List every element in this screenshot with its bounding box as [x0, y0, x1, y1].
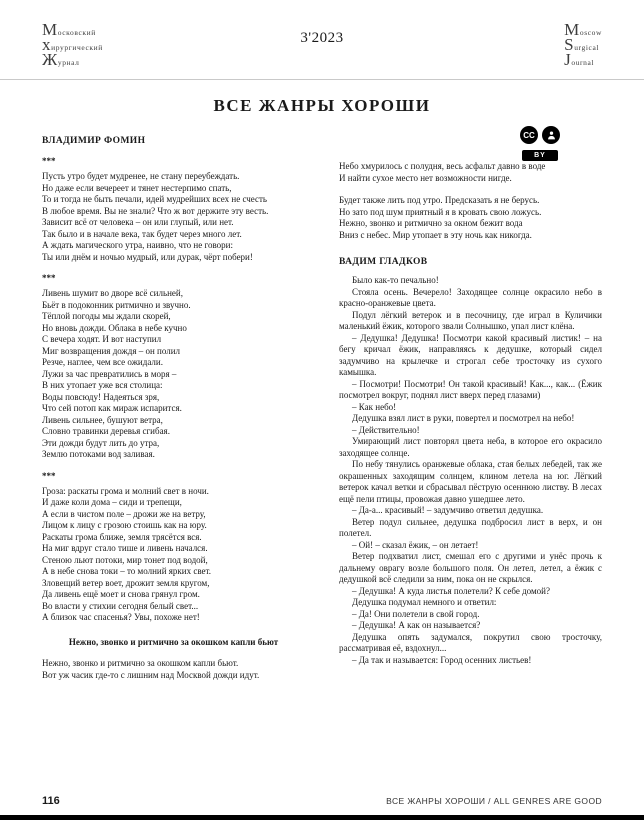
- poem-line: Резче, наглее, чем все ожидали.: [42, 357, 163, 367]
- story-paragraph: Ветер подул сильнее, дедушка подбросил лист в верх, и он полетел.: [339, 516, 602, 538]
- poem-line: Во власти у стихии сегодня белый свет...: [42, 600, 199, 611]
- logo-line-journal: Journal: [564, 50, 595, 69]
- poem-line: Но даже если вечереет и тянет нестерпимо спать,: [42, 182, 232, 193]
- story-paragraph: Подул лёгкий ветерок и в песочницу, где играл в Куличики маленький ёжик, которого звали Солнышко, упал лист клёна.: [339, 309, 602, 331]
- poem-line: Землю потоками вод заливая.: [42, 449, 155, 459]
- poem-line: Стеною льют потоки, мир тонет под водой,: [42, 554, 208, 565]
- poem-line: А если в чистом поле – дрожи же на ветру,: [42, 508, 206, 519]
- poem-line: Нежно, звонко и ритмично за окошком капли бьют.: [42, 658, 239, 668]
- story-paragraph: – Да-а... красивый! – задумчиво ответил дедушка.: [352, 505, 544, 515]
- story-paragraph: Было как-то печально!: [352, 275, 439, 285]
- stanza-marker: ***: [42, 273, 56, 283]
- poem-line: Так было и в начале века, так будет через много лет.: [42, 228, 242, 239]
- story-paragraph: Дедушка опять задумался, покрутил свою тросточку, рассматривая её, вздохнул...: [339, 631, 602, 653]
- issue-number: 3'2023: [300, 30, 344, 46]
- story-paragraph: – Да! Они полетели в свой город.: [352, 608, 480, 619]
- stanza-marker: ***: [42, 470, 56, 481]
- poem-stanza-1: [42, 156, 305, 263]
- poem-line: Пусть утро будет мудренее, не стану переубеждать.: [42, 171, 240, 181]
- poem-line: Да ливень ещё моет и снова грянул гром.: [42, 589, 200, 599]
- cc-by-license-badge: [508, 126, 572, 162]
- poem-line: А ждать магического утра, наивно, что не говори:: [42, 240, 233, 250]
- poem-line: А в небе снова токи – то молний ярких свет.: [42, 566, 212, 576]
- poem-line: Лицом к лицу с грозою стоишь как на юру.: [42, 520, 207, 530]
- poem-line: Раскаты грома ближе, земля трясётся вся.: [42, 531, 202, 542]
- poem-line: На миг вдруг стало тише и ливень начался.: [42, 543, 208, 553]
- poem-2: [42, 288, 305, 461]
- stanza-marker: ***: [42, 156, 56, 166]
- poem-line: В любое время. Вы не знали? Что ж вот держите эту весть.: [42, 205, 269, 216]
- running-title: ВСЕ ЖАНРЫ ХОРОШИ / ALL GENRES ARE GOOD: [386, 796, 602, 806]
- poem-4-right-part-a: [339, 161, 602, 184]
- story-paragraph: – Ой! – сказал ёжик, – он летает!: [352, 539, 479, 550]
- poem-line: Но вновь дожди. Облака в небе кучно: [42, 322, 187, 333]
- poem-line: И даже коли дома – сиди и трепещи,: [42, 497, 182, 507]
- poem-line: Словно травинки деревья сгибая.: [42, 426, 170, 436]
- cc-icon: CC: [520, 126, 538, 144]
- poem-line: Ливень сильнее, бушуют ветра,: [42, 414, 163, 425]
- journal-logo-russian: [42, 20, 300, 69]
- poem-line: А близок час спасенья? Увы, похоже нет!: [42, 612, 200, 622]
- story-text: [339, 275, 602, 666]
- poem-line: Зависит всё от человека – он или глупый, или нет.: [42, 217, 234, 227]
- poem-line: Гроза: раскаты грома и молний свет в ночи.: [42, 485, 209, 496]
- logo-line-moscow: Moscow: [564, 20, 603, 39]
- logo-line-khirurgichesky: хирургический: [42, 35, 103, 54]
- story-paragraph: – Дедушка! А как он называется?: [352, 620, 481, 630]
- story-paragraph: – Действительно!: [352, 424, 420, 435]
- page-header: [0, 0, 644, 80]
- story-paragraph: Дедушка взял лист в руки, повертел и посмотрел на небо!: [352, 413, 575, 423]
- journal-logo-english: [344, 20, 603, 69]
- poem-line: Ливень шумит во дворе всё сильней,: [42, 288, 183, 298]
- poem-line: Нежно, звонко и ритмично за окном бежит вода: [339, 218, 523, 228]
- poem-line: Воды повсюду! Надеяться зря,: [42, 391, 160, 402]
- poem-4-left-part: [42, 658, 305, 681]
- story-paragraph: Стояла осень. Вечерело! Заходящее солнце окрасило небо в красно-оранжевые цвета.: [339, 286, 602, 308]
- attribution-person-icon: [542, 126, 560, 144]
- poem-line: Небо хмурилось с полудня, весь асфальт давно в воде: [339, 161, 546, 171]
- story-paragraph: – Посмотри! Посмотри! Он такой красивый! Как..., как... (Ёжик посмотрел вокруг, поднял лист вверх перед глазами): [339, 378, 602, 400]
- story-paragraph: – Да так и называется: Город осенних листьев!: [352, 654, 532, 665]
- poem-line: В них утопает уже вся столица:: [42, 380, 163, 390]
- author-name-gladkov: ВАДИМ ГЛАДКОВ: [339, 257, 428, 267]
- poem-line: Эти дожди будут лить до утра,: [42, 437, 160, 448]
- poem-4-title: Нежно, звонко и ритмично за окошком капли бьют: [68, 636, 279, 647]
- logo-line-surgical: Surgical: [564, 35, 600, 54]
- story-paragraph: – Дедушка! Дедушка! Посмотри какой красивый листик! – на бегу кричал ёжик, направляясь к дедушке, который сидел задумчиво на крылечке и строгал себе тросточку из сухого камышка.: [339, 332, 602, 377]
- poem-line: Зловещий ветер воет, дрожит земля кругом,: [42, 577, 210, 588]
- poem-line: Бьёт в подоконник ритмично и звучно.: [42, 299, 191, 310]
- poem-line: Что сей потоп как мираж испарится.: [42, 403, 182, 413]
- story-paragraph: Ветер подхватил лист, смешал его с другими и унёс прочь к дальнему оврагу возле большого поля. Он летел, летел, а ёжик с дедушкой всё следили за ним, пока он не скрылся.: [339, 551, 602, 584]
- poem-line: Ты или днём и ночью мудрый, или дурак, чёрт побери!: [42, 251, 253, 262]
- author-name-fomin: ВЛАДИМИР ФОМИН: [42, 136, 146, 146]
- poem-line: Миг возвращения дождя – он полил: [42, 345, 181, 356]
- poem-line: С вечера ходят. И вот наступил: [42, 334, 162, 344]
- bottom-rule-bar: [0, 815, 644, 820]
- cc-license-icons: [508, 126, 572, 144]
- poem-line: Вниз с небес. Мир утопает в эту ночь как никогда.: [339, 229, 532, 240]
- story-paragraph: – Как небо!: [352, 401, 397, 412]
- page-number: 116: [42, 795, 60, 807]
- poem-1: [42, 171, 305, 263]
- story-paragraph: – Дедушка! А куда листья полетели? К себе домой?: [352, 585, 550, 596]
- logo-line-zhurnal: Журнал: [42, 50, 80, 69]
- right-column: [339, 122, 602, 681]
- page-footer: [42, 795, 602, 807]
- poem-line: То и тогда не быть печали, идей мудрейших всех не счесть: [42, 194, 268, 204]
- poem-line: Вот уж часик где-то с лишним над Москвой дожди идут.: [42, 669, 260, 680]
- poem-stanza-3: [42, 471, 305, 624]
- left-column: [42, 122, 305, 681]
- story-paragraph: По небу тянулись оранжевые облака, стая белых лебедей, так же окрашенных заходящим солнцем, клином летела на юг. Лёгкий ветерок качал ветки и сбрасывал пёструю осеннюю листву. В лесах ещё пели птицы, провожая давно ушедшее лето.: [339, 459, 602, 504]
- poem-line: Но зато под шум приятный я в кровать свою ложусь.: [339, 206, 542, 217]
- article-title: ВСЕ ЖАНРЫ ХОРОШИ: [213, 96, 431, 115]
- poem-line: И найти сухое место нет возможности нигде.: [339, 172, 512, 183]
- poem-line: Тёплой погоды мы ждали скорей,: [42, 311, 171, 321]
- license-by-label: BY: [522, 150, 558, 161]
- poem-line: Будет также лить под утро. Предсказать я не берусь.: [339, 195, 540, 205]
- poem-4-right-part-b: [339, 195, 602, 241]
- poem-line: Лужи за час превратились в моря –: [42, 368, 177, 379]
- story-paragraph: Умирающий лист повторял цвета неба, в которое его окрасило заходящее солнце.: [339, 436, 602, 458]
- logo-line-moskovsky: Московский: [42, 20, 96, 39]
- story-paragraph: Дедушка подумал немного и ответил:: [352, 597, 497, 607]
- poem-3: [42, 486, 305, 624]
- article-body: [0, 116, 644, 681]
- poem-stanza-2: [42, 273, 305, 461]
